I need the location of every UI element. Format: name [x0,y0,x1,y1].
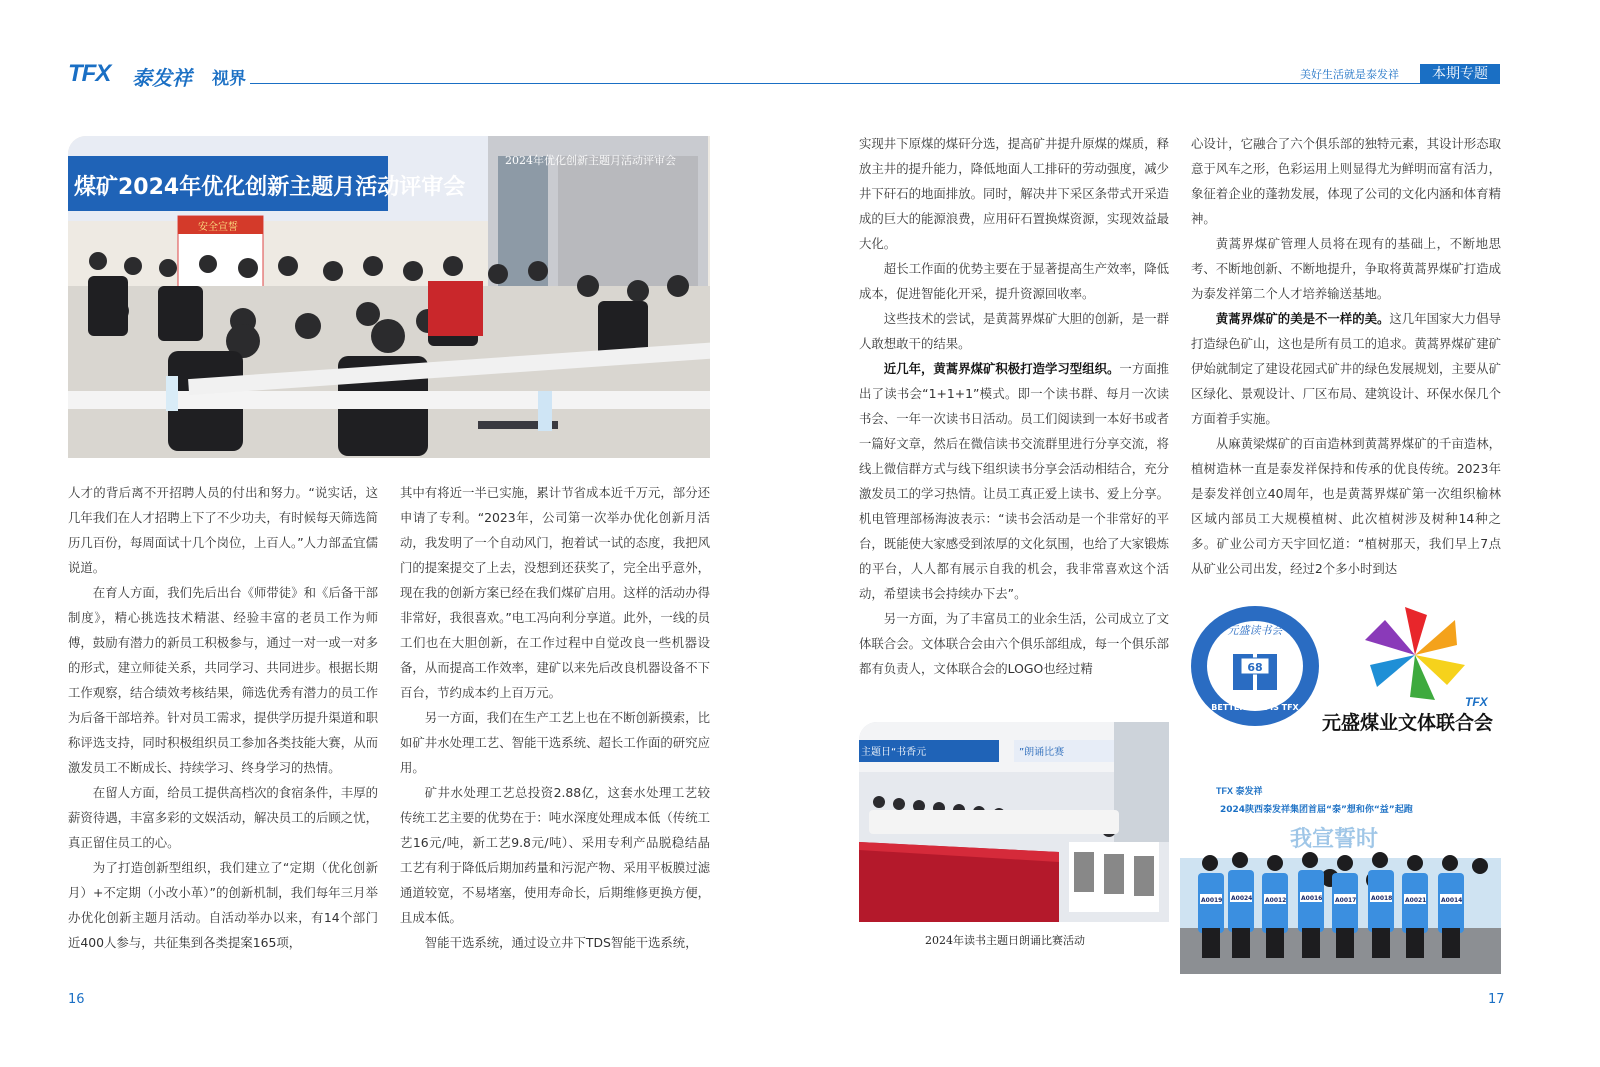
reading-club-number: 68 [1247,661,1263,674]
meeting-photo-illustration [68,136,710,458]
meeting-board-text: 安全宣誓 [198,222,238,233]
union-tfx-mark: TFX [1465,695,1488,709]
reading-contest-photo [859,722,1169,922]
reading-banner-text: 主题日“书香元 [861,747,927,758]
brand-logo-text: 泰发祥 [132,66,192,90]
reading-club-logo-svg [1189,604,1321,728]
paragraph-body: 这几年国家大力倡导打造绿色矿山，这也是所有员工的追求。黄蒿界煤矿建矿伊始就制定了建设花园式矿井的绿色发展规划，主要从矿区绿化、景观设计、厂区布局、建筑设计、环保水保几个方面着手实施。 [1191,311,1502,426]
paragraph: 超长工作面的优势主要在于显著提高生产效率，降低成本，促进智能化开采，提升资源回收率。 [859,261,1169,301]
header-rule [250,83,1500,84]
tfx-logo: TFX [68,60,111,87]
charity-run-illustration [1180,778,1501,974]
sports-union-name: 元盛煤业文体联合会 [1322,712,1494,734]
article-column-2 [400,480,710,955]
paragraph: 其中有将近一半已实施，累计节省成本近千万元，部分还申请了专利。“2023年，公司第一次举办优化创新月活动，我发明了一个自动风门，抱着试一试的态度，我把风门的提案提交了上去，没想到还获奖了，完全出乎意外，现在我的创新方案已经在我们煤矿启用。这样的活动办得非常好，我很喜欢。”电工冯向利分享道。此外，一线的员工们也在大胆创新，在工作过程中自觉改良一些机器设备，从而提高工作效率，建矿以来先后改良机器设备不下百台，节约成本约上百万元。 [400,485,710,700]
paragraph: 在留人方面，给员工提供高档次的食宿条件，丰厚的薪资待遇，丰富多彩的文娱活动，解决员工的后顾之忧，真正留住员工的心。 [68,785,378,850]
bib-number: A0014 [1441,897,1463,904]
section-lead: 近几年，黄蒿界煤矿积极打造学习型组织。 [883,361,1120,376]
sports-union-logo-icon [1355,600,1475,710]
paragraph: 这些技术的尝试，是黄蒿界煤矿大胆的创新，是一群人敢想敢干的结果。 [859,311,1169,351]
meeting-banner-text: 煤矿2024年优化创新主题月活动评审会 [74,175,466,200]
page-number-right: 17 [1488,992,1505,1007]
paragraph [1191,306,1501,431]
run-banner-text: 2024陕西泰发祥集团首届“泰”想和你“益”起跑 [1220,805,1413,815]
charity-run-photo [1180,778,1501,974]
meeting-photo-caption: 2024年优化创新主题月活动评审会 [505,154,676,167]
meeting-photo [68,136,710,458]
paragraph: 心设计，它融合了六个俱乐部的独特元素，其设计形态取意于风车之形，色彩运用上则显得尤为鲜明而富有活力，象征着企业的蓬勃发展，体现了公司的文化内涵和体育精神。 [1191,136,1501,226]
run-banner-big: 我宣誓时 [1290,827,1379,852]
paragraph: 从麻黄梁煤矿的百亩造林到黄蒿界煤矿的千亩造林，植树造林一直是泰发祥保持和传承的优良传统。2023年是泰发祥创立40周年，也是黄蒿界煤矿第一次组织榆林区域内部员工大规模植树、此次植树涉及树种14种之多。矿业公司方天宇回忆道：“植树那天，我们早上7点从矿业公司出发，经过2个多小时到达 [1191,436,1501,576]
bib-number: A0018 [1371,895,1393,902]
reading-contest-illustration [859,722,1169,922]
header-slogan: 美好生活就是泰发祥 [1300,68,1399,81]
topic-label: 本期专题 [1420,64,1500,84]
paragraph: 黄蒿界煤矿管理人员将在现有的基础上，不断地思考、不断地创新、不断地提升，争取将黄蒿界煤矿打造成为泰发祥第二个人才培养输送基地。 [1191,236,1501,301]
paragraph: 在育人方面，我们先后出台《师带徒》和《后备干部制度》，精心挑选技术精湛、经验丰富的老员工作为师傅，鼓励有潜力的新员工积极参与，通过一对一或一对多的形式，建立师徒关系，共同学习、共同进步。根据长期工作观察，结合绩效考核结果，筛选优秀有潜力的员工作为后备干部培养。针对员工需求，提供学历提升渠道和职称评选支持，同时积极组织员工参加各类技能大赛，从而激发员工不断成长、持续学习、终身学习的热情。 [68,585,378,775]
bib-number: A0024 [1231,895,1253,902]
article-column-4 [1191,131,1501,581]
paragraph: 人才的背后离不开招聘人员的付出和努力。“说实话，这几年我们在人才招聘上下了不少功夫，有时候每天筛选简历几百份，每周面试十几个岗位，上百人。”人力部孟宜儒说道。 [68,485,378,575]
run-banner-brand: TFX 泰发祥 [1216,786,1263,796]
paragraph [859,356,1169,606]
bib-number: A0017 [1335,897,1357,904]
article-column-3 [859,131,1169,681]
article-column-1 [68,480,378,955]
reading-banner-right: ”朗诵比赛 [1019,747,1065,758]
reading-club-name: 元盛读书会 [1227,624,1283,637]
bib-number: A0016 [1301,895,1323,902]
paragraph: 矿井水处理工艺总投资2.88亿，这套水处理工艺较传统工艺主要的优势在于：吨水深度处理成本低（传统工艺16元/吨，新工艺9.8元/吨）、采用专利产品脱稳结晶工艺有利于降低后期加药量和污泥产物、采用平板膜过滤通道较宽，不易堵塞，使用寿命长，后期维修更换方便，且成本低。 [400,785,710,925]
magazine-section-title: 视界 [212,69,246,89]
reading-contest-caption: 2024年读书主题日朗诵比赛活动 [925,934,1085,947]
paragraph: 智能干选系统，通过设立井下TDS智能干选系统， [424,935,698,950]
paragraph-body: 一方面推出了读书会“1+1+1”模式。即一个读书群、每月一次读书会、一年一次读书日活动。员工们阅读到一本好书或者一篇好文章，然后在微信读书交流群里进行分享交流，将线上微信群方式与线下组织读书分享会活动相结合，充分激发员工的学习热情。让员工真正爱上读书、爱上分享。机电管理部杨海波表示：“读书会活动是一个非常好的平台，既能使大家感受到浓厚的文化氛围，也给了大家锻炼的平台，人人都有展示自我的机会，我非常喜欢这个活动，希望读书会持续办下去”。 [859,361,1170,601]
bib-number: A0012 [1265,897,1287,904]
bib-number: A0021 [1405,897,1427,904]
paragraph: 另一方面，为了丰富员工的业余生活，公司成立了文体联合会。文体联合会由六个俱乐部组成，每一个俱乐部都有负责人，文体联合会的LOGO也经过精 [859,611,1169,676]
reading-club-motto: BETTER LIFE IS TFX [1211,703,1299,712]
page-number-left: 16 [68,992,85,1007]
section-lead: 黄蒿界煤矿的美是不一样的美。 [1215,311,1390,326]
reading-club-logo [1189,604,1321,728]
paragraph: 实现井下原煤的煤矸分选，提高矿井提升原煤的煤质，释放主井的提升能力，降低地面人工排矸的劳动强度，减少井下矸石的地面排放。同时，解决井下采区条带式开采造成的巨大的能源浪费，应用矸石置换煤资源，实现效益最大化。 [859,136,1169,251]
paragraph: 另一方面，我们在生产工艺上也在不断创新摸索，比如矿井水处理工艺、智能干选系统、超长工作面的研究应用。 [400,710,710,775]
paragraph: 为了打造创新型组织，我们建立了“定期（优化创新月）+不定期（小改小革）”的创新机制，我们每年三月举办优化创新主题月活动。自活动举办以来，有14个部门近400人参与，共征集到各类提案165项， [68,860,378,950]
bib-number: A0019 [1201,897,1223,904]
